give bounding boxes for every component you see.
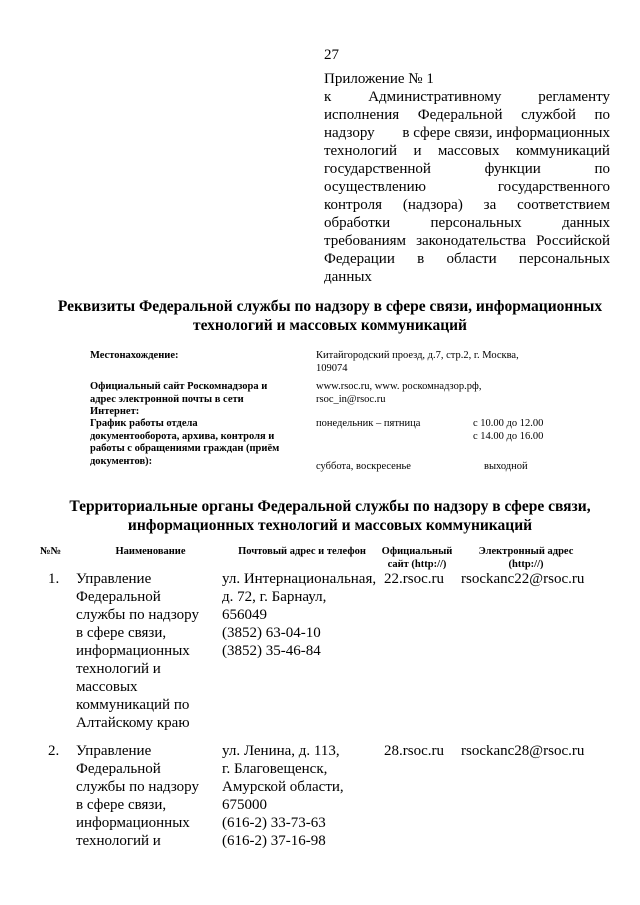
header-line: сайт (http://)	[387, 558, 447, 570]
row-name	[76, 570, 199, 732]
word: в	[417, 251, 425, 267]
name-line: Управление	[76, 743, 152, 759]
location-value	[316, 350, 546, 375]
word: регламенту	[538, 89, 610, 105]
label-line: адрес электронной почты в сети	[90, 393, 244, 405]
word: контроля	[324, 197, 382, 213]
word: государственной	[324, 161, 431, 177]
name-line: коммуникаций по	[76, 697, 190, 713]
header-site	[376, 546, 458, 571]
row-name	[76, 742, 199, 850]
word: службой	[521, 107, 576, 123]
word: к	[324, 89, 332, 105]
weekend-value: выходной	[484, 461, 528, 472]
name-line: Управление	[76, 571, 152, 587]
word: данных	[562, 215, 610, 231]
appendix-line	[324, 88, 610, 106]
label-line: документооборота, архива, контроля и	[90, 430, 275, 442]
address-line: 675000	[222, 797, 267, 813]
header-email	[466, 546, 586, 571]
header-line: Официальный	[381, 546, 453, 557]
hours-line: с 14.00 до 16.00	[473, 430, 544, 442]
appendix-heading	[324, 70, 610, 286]
site-label	[90, 381, 295, 419]
value-line: rsoc_in@rsoc.ru	[316, 393, 386, 405]
word: области	[446, 251, 497, 267]
value-line: www.rsoc.ru, www. роскомнадзор.рф,	[316, 381, 482, 392]
word: требованиям	[324, 233, 407, 249]
name-line: в сфере связи,	[76, 625, 167, 641]
address-line: (616-2) 37-16-98	[222, 833, 326, 849]
appendix-line	[324, 106, 610, 124]
row-number: 2.	[48, 743, 60, 759]
appendix-line	[324, 142, 610, 160]
name-line: Федеральной	[76, 761, 161, 777]
title-line: технологий и массовых коммуникаций	[192, 317, 467, 334]
word: по	[594, 107, 610, 123]
site-value	[316, 381, 546, 406]
value-line: Китайгородский проезд, д.7, стр.2, г. Москва,	[316, 350, 519, 361]
row-address	[222, 742, 344, 850]
name-line: службы по надзору	[76, 779, 199, 795]
word: по	[594, 161, 610, 177]
word: Федеральной	[417, 107, 503, 123]
word: обработки	[324, 215, 391, 231]
title-line: Реквизиты Федеральной службы по надзору в сфере связи, информационных	[57, 298, 603, 315]
weekend: суббота, воскресенье	[316, 461, 411, 472]
name-line: информационных	[76, 815, 190, 831]
address-line: ул. Ленина, д. 113,	[222, 743, 340, 759]
word: массовых	[437, 143, 500, 159]
schedule-label	[90, 418, 295, 468]
title-line: информационных технологий и массовых коммуникаций	[127, 517, 533, 534]
name-line: в сфере связи,	[76, 797, 167, 813]
label-line: работы с обращениями граждан (приём	[90, 443, 280, 454]
row-email[interactable]: rsockanc28@rsoc.ru	[461, 743, 585, 759]
word: осуществлению	[324, 179, 426, 195]
word: функции	[484, 161, 541, 177]
location-label: Местонахождение:	[90, 350, 179, 361]
header-num: №№	[40, 546, 62, 557]
address-line: ул. Интернациональная,	[222, 571, 377, 587]
word: надзору	[324, 125, 375, 141]
header-line: Электронный адрес	[478, 546, 574, 557]
label-line: документов):	[90, 455, 153, 467]
label-line: Интернет:	[90, 406, 140, 417]
appendix-line	[324, 160, 610, 178]
address-line: (616-2) 33-73-63	[222, 815, 326, 831]
appendix-line	[324, 214, 610, 232]
word: в сфере связи, информационных	[402, 125, 610, 141]
appendix-line	[324, 232, 610, 250]
weekday-hours	[473, 418, 543, 443]
row-email[interactable]: rsockanc22@rsoc.ru	[461, 571, 585, 587]
name-line: технологий и	[76, 661, 161, 677]
address-line: 656049	[222, 607, 267, 623]
word: соответствием	[517, 197, 610, 213]
row-number: 1.	[48, 571, 60, 587]
word: технологий	[324, 143, 398, 159]
value-line: 109074	[316, 362, 348, 374]
address-line: д. 72, г. Барнаул,	[222, 589, 327, 605]
address-line: (3852) 35-46-84	[222, 643, 321, 659]
address-line: (3852) 63-04-10	[222, 625, 321, 641]
word: Федерации	[324, 251, 395, 267]
word: персональных	[518, 251, 610, 267]
row-site[interactable]: 22.rsoc.ru	[384, 571, 444, 587]
appendix-line	[324, 196, 610, 214]
page-number: 27	[324, 47, 339, 63]
word: (надзора)	[402, 197, 463, 213]
name-line: службы по надзору	[76, 607, 199, 623]
appendix-line	[324, 178, 610, 196]
header-address: Почтовый адрес и телефон	[238, 546, 366, 557]
word: Российской	[536, 233, 610, 249]
name-line: технологий и	[76, 833, 161, 849]
weekdays: понедельник – пятница	[316, 418, 421, 429]
appendix-line: Приложение № 1	[324, 71, 434, 87]
word: коммуникаций	[515, 143, 610, 159]
word: за	[483, 197, 497, 213]
label-line: Официальный сайт Роскомнадзора и	[90, 381, 268, 392]
word: исполнения	[324, 107, 400, 123]
word: персональных	[430, 215, 522, 231]
address-line: г. Благовещенск,	[222, 761, 328, 777]
appendix-line	[324, 250, 610, 268]
appendix-line	[324, 124, 610, 142]
word: государственного	[497, 179, 610, 195]
address-line: Амурской области,	[222, 779, 344, 795]
appendix-line: данных	[324, 269, 372, 285]
label-line: График работы отдела	[90, 418, 198, 429]
requisites-title	[40, 297, 620, 335]
name-line: массовых	[76, 679, 138, 695]
word: и	[413, 143, 422, 159]
word: законодательства	[416, 233, 526, 249]
name-line: Федеральной	[76, 589, 161, 605]
row-address	[222, 570, 376, 660]
title-line: Территориальные органы Федеральной службы по надзору в сфере связи,	[69, 498, 591, 515]
territorial-title	[40, 497, 620, 535]
hours-line: с 10.00 до 12.00	[473, 418, 544, 429]
row-site[interactable]: 28.rsoc.ru	[384, 743, 444, 759]
word: Административному	[368, 89, 502, 105]
header-line: (http://)	[508, 558, 544, 570]
name-line: информационных	[76, 643, 190, 659]
name-line: Алтайскому краю	[76, 715, 190, 731]
header-name: Наименование	[115, 546, 186, 557]
